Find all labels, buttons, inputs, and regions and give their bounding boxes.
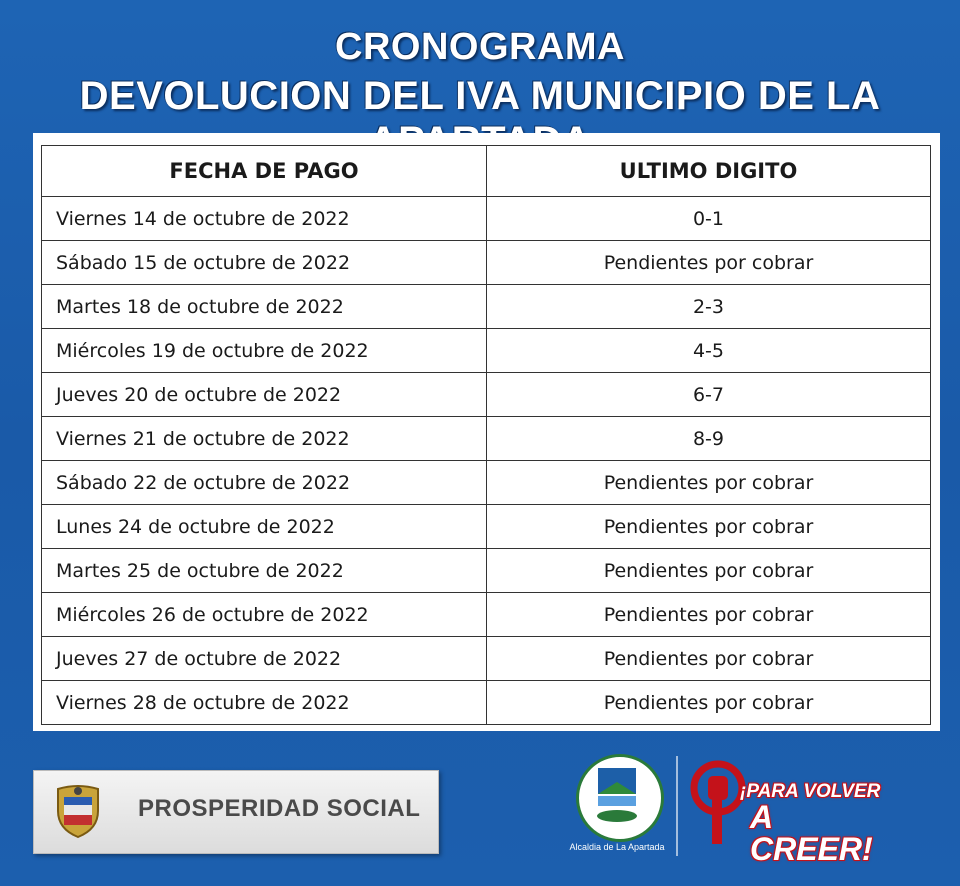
table-header-row [42,146,931,197]
prosperidad-social-label: PROSPERIDAD SOCIAL [138,795,421,822]
fecha-cell: Lunes 24 de octubre de 2022 [42,505,487,549]
table-row [42,593,931,637]
table-row [42,505,931,549]
fecha-cell: Viernes 14 de octubre de 2022 [42,197,487,241]
title-cronograma: CRONOGRAMA [335,26,625,68]
fecha-cell: Miércoles 26 de octubre de 2022 [42,593,487,637]
digito-cell: Pendientes por cobrar [487,461,931,505]
fecha-cell: Martes 25 de octubre de 2022 [42,549,487,593]
column-header-fecha: FECHA DE PAGO [42,146,487,197]
table-row [42,681,931,725]
coat-of-arms-icon [52,783,104,839]
fecha-cell: Viernes 21 de octubre de 2022 [42,417,487,461]
digito-cell: Pendientes por cobrar [487,681,931,725]
campaign-logo [688,754,898,867]
table-row [42,417,931,461]
fecha-cell: Jueves 27 de octubre de 2022 [42,637,487,681]
table-row [42,373,931,417]
prosperidad-social-logo [33,770,439,854]
digito-cell: 4-5 [487,329,931,373]
digito-cell: 8-9 [487,417,931,461]
digito-cell: 0-1 [487,197,931,241]
digito-cell: Pendientes por cobrar [487,549,931,593]
municipal-seal-icon [576,754,664,842]
campaign-line2: A CREER! [750,799,873,867]
table-row [42,197,931,241]
digito-cell: Pendientes por cobrar [487,593,931,637]
footer-divider [676,756,678,856]
raised-fist-icon [688,754,748,854]
table-row [42,549,931,593]
digito-cell: Pendientes por cobrar [487,505,931,549]
table-row [42,285,931,329]
fecha-cell: Martes 18 de octubre de 2022 [42,285,487,329]
title-devolucion: DEVOLUCION DEL IVA MUNICIPIO DE LA [79,74,881,118]
fecha-cell: Sábado 22 de octubre de 2022 [42,461,487,505]
column-header-digito: ULTIMO DIGITO [487,146,931,197]
digito-cell: Pendientes por cobrar [487,637,931,681]
table-row [42,329,931,373]
fecha-cell: Viernes 28 de octubre de 2022 [42,681,487,725]
schedule-table [41,145,931,725]
schedule-sheet [33,133,940,731]
digito-cell: Pendientes por cobrar [487,241,931,285]
table-row [42,461,931,505]
fecha-cell: Sábado 15 de octubre de 2022 [42,241,487,285]
digito-cell: 6-7 [487,373,931,417]
fecha-cell: Jueves 20 de octubre de 2022 [42,373,487,417]
fecha-cell: Miércoles 19 de octubre de 2022 [42,329,487,373]
table-row [42,241,931,285]
alcaldia-seal [569,754,665,858]
table-row [42,637,931,681]
digito-cell: 2-3 [487,285,931,329]
campaign-line1: ¡PARA VOLVER [740,781,881,802]
alcaldia-label: Alcaldia de La Apartada [569,842,665,852]
